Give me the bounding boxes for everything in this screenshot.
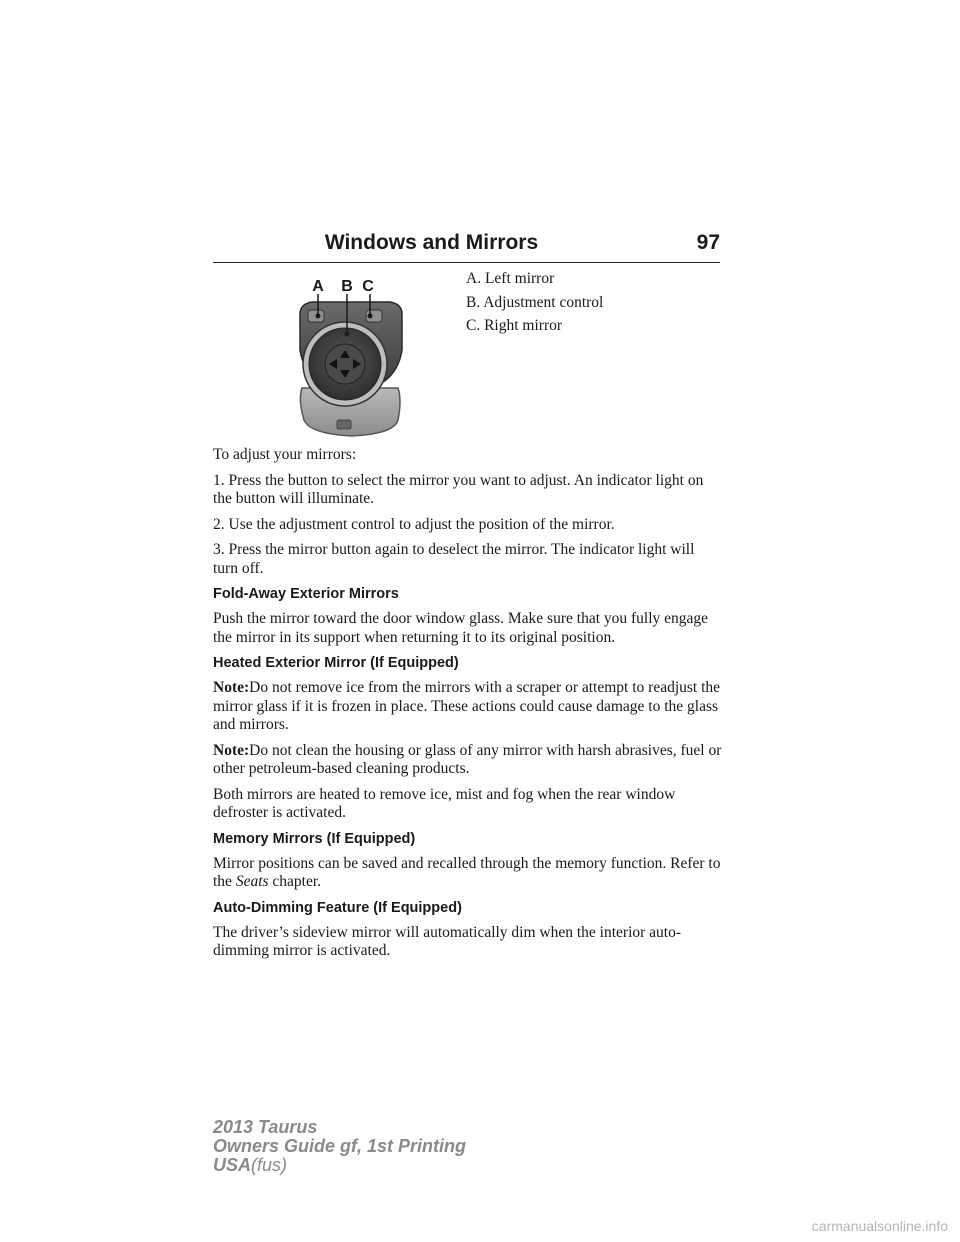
heading-heated-mirror: Heated Exterior Mirror (If Equipped): [213, 655, 459, 671]
footer-region-code: (fus): [251, 1155, 288, 1175]
callout-b-dot: [345, 332, 350, 337]
fold-away-paragraph: Push the mirror toward the door window glass. Make sure that you fully engage the mirror in its support when returning it to its original position.: [213, 610, 709, 646]
fold-button-icon: [337, 420, 351, 429]
figure-legend: [466, 270, 603, 341]
note-1-text: Do not remove ice from the mirrors with a scraper or attempt to readjust the mirror glass if it is frozen in place. These actions could cause damage to the glass and mirrors.: [213, 679, 721, 733]
legend-item-b: B. Adjustment control: [466, 293, 604, 311]
body-text: [213, 446, 723, 968]
auto-dimming-paragraph: The driver’s sideview mirror will automatically dim when the interior auto-dimming mirror is activated.: [213, 923, 682, 959]
page-header: [213, 231, 720, 261]
header-divider: [213, 262, 720, 263]
heading-auto-dimming: Auto-Dimming Feature (If Equipped): [213, 899, 462, 916]
callout-a-label: A: [312, 278, 324, 295]
note-2-text: Do not clean the housing or glass of any mirror with harsh abrasives, fuel or other petroleum-based cleaning products.: [213, 741, 722, 777]
step-3: 3. Press the mirror button again to deselect the mirror. The indicator light will turn off.: [213, 541, 695, 577]
note-1: [213, 679, 723, 735]
watermark: carmanualsonline.info: [811, 1218, 948, 1234]
memory-paragraph: [213, 855, 723, 892]
intro-paragraph: To adjust your mirrors:: [213, 446, 357, 463]
step-2: 2. Use the adjustment control to adjust the position of the mirror.: [213, 515, 615, 533]
footer-line-3: [213, 1156, 466, 1175]
memory-text-a: Mirror positions can be saved and recalled through the memory function. Refer to the: [213, 854, 721, 890]
footer-line-2: Owners Guide gf, 1st Printing: [213, 1136, 467, 1156]
legend-item-a: A. Left mirror: [466, 270, 555, 287]
callout-c-label: C: [362, 278, 374, 295]
seats-chapter-reference: Seats: [235, 873, 269, 890]
heated-paragraph: Both mirrors are heated to remove ice, mist and fog when the rear window defroster is activated.: [213, 785, 676, 821]
legend-item-c: C. Right mirror: [466, 317, 563, 334]
note-1-label: Note:: [213, 679, 250, 696]
memory-text-b: chapter.: [272, 873, 322, 890]
callout-c-dot: [368, 314, 373, 319]
step-1: 1. Press the button to select the mirror you want to adjust. An indicator light on the button will illuminate.: [213, 471, 704, 507]
mirror-control-illustration: [290, 270, 415, 440]
note-2-label: Note:: [213, 741, 250, 759]
heading-fold-away: Fold-Away Exterior Mirrors: [213, 586, 399, 602]
callout-a-dot: [316, 314, 321, 319]
footer-line-1: 2013 Taurus: [213, 1117, 318, 1137]
note-2: [213, 742, 723, 779]
callout-b-label: B: [341, 278, 353, 295]
page-footer: [213, 1118, 466, 1175]
page-number: 97: [696, 231, 720, 254]
chapter-title: Windows and Mirrors: [324, 231, 539, 254]
heading-memory-mirrors: Memory Mirrors (If Equipped): [213, 830, 416, 847]
footer-region: USA: [213, 1155, 252, 1175]
